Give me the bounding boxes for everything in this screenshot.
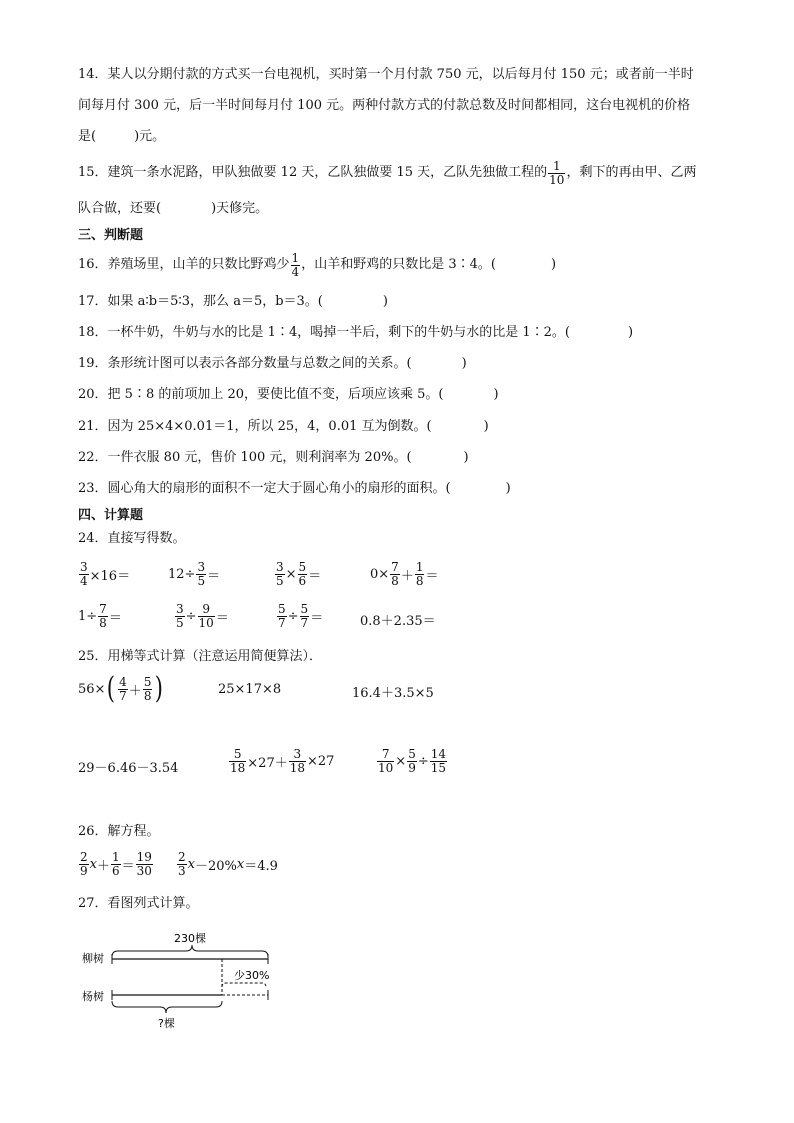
q24-expr-6: $\frac{3}{5}$ ÷ $\frac{9}{10}$ ＝	[176, 602, 229, 630]
paren-close: )	[505, 481, 511, 496]
q24-expr-2: 12÷ $\frac{3}{5}$ ＝	[168, 560, 221, 588]
q24-expr-8: 0.8＋2.35＝	[360, 614, 436, 629]
paren-close: )	[627, 325, 634, 340]
q27-title: 27．看图列式计算。	[78, 896, 199, 911]
paren-close: )	[463, 450, 469, 465]
paren-close: )	[550, 257, 557, 272]
judge-item-21	[78, 418, 489, 436]
label-row2: 杨树	[82, 990, 104, 1003]
judge-text: 23．圆心角大的扇形的面积不一定大于圆心角小的扇形的面积。(	[78, 481, 451, 496]
q15-text: 15．建筑一条水泥路，甲队独做要 12 天，乙队独做要 15 天，乙队先独做工程的	[78, 165, 548, 180]
bottom-brace	[112, 1001, 222, 1013]
judge-item-17	[78, 293, 388, 311]
label-total: 230棵	[174, 932, 206, 945]
q14-line1: 14．某人以分期付款的方式买一台电视机，买时第一个月付款 750 元，以后每月付 150 元；或者前一半时	[78, 67, 694, 82]
label-unknown: ?棵	[158, 1017, 175, 1030]
q14-line3	[78, 128, 165, 146]
q26-title: 26．解方程。	[78, 824, 160, 839]
judge-text: 20．把 5∶8 的前项加上 20，要使比值不变，后项应该乘 5。(	[78, 387, 444, 402]
q14-text: 是(	[78, 129, 97, 144]
fraction: $\frac{1}{10}$	[549, 158, 565, 187]
judge-item-20	[78, 386, 499, 404]
q25-expr-5: $\frac{5}{18}$ ×27＋ $\frac{3}{18}$ ×27	[230, 747, 335, 775]
section-title-judge: 三、判断题	[78, 228, 144, 243]
judge-text: 17．如果 a∶b＝5∶3，那么 a＝5，b＝3。(	[78, 294, 323, 309]
q25-expr-1: 56× ( $\frac{4}{7}$ ＋ $\frac{5}{8}$ )	[78, 671, 164, 706]
section-title-calc: 四、计算题	[78, 508, 144, 523]
q24-expr-7: $\frac{5}{7}$ ÷ $\frac{5}{7}$ ＝	[278, 602, 324, 630]
q25-expr-2: 25×17×8	[218, 682, 282, 697]
q25-expr-6: $\frac{7}{10}$ × $\frac{5}{9}$ ÷ $\frac{14}{15}$	[378, 747, 447, 775]
q25-expr-3: 16.4＋3.5×5	[352, 686, 434, 701]
q24-expr-3: $\frac{3}{5}$ × $\frac{5}{6}$ ＝	[276, 560, 322, 588]
label-row1: 柳树	[82, 952, 104, 965]
judge-item-22	[78, 449, 469, 467]
top-brace	[112, 945, 268, 957]
fraction: $\frac{1}{4}$	[291, 250, 300, 279]
judge-text: 18．一杯牛奶，牛奶与水的比是 1∶4，喝掉一半后，剩下的牛奶与水的比是 1∶2。(	[78, 325, 570, 340]
q25-expr-4: 29－6.46－3.54	[78, 761, 179, 776]
q16	[78, 250, 556, 280]
judge-text: 21．因为 25×4×0.01＝1，所以 25，4，0.01 互为倒数。(	[78, 419, 432, 434]
q15-text-2: ，剩下的再由甲、乙两	[566, 165, 697, 180]
paren-close: )	[382, 294, 388, 309]
q27-diagram	[76, 925, 286, 1040]
q16-text-2: ，山羊和野鸡的只数比是 3∶4。(	[301, 257, 496, 272]
judge-item-23	[78, 480, 511, 498]
q24-expr-5: 1÷ $\frac{7}{8}$ ＝	[78, 602, 122, 630]
judge-text: 19．条形统计图可以表示各部分数量与总数之间的关系。(	[78, 356, 412, 371]
q15-line1	[78, 158, 696, 188]
q16-text: 16．养殖场里，山羊的只数比野鸡少	[78, 257, 290, 272]
judge-item-18	[78, 324, 633, 342]
q15-text-4: )天修完。	[211, 201, 269, 216]
less-brace	[222, 983, 266, 987]
paren-close: )	[483, 419, 489, 434]
judge-text: 22．一件衣服 80 元，售价 100 元，则利润率为 20%。(	[78, 450, 412, 465]
q15-line2	[78, 200, 268, 218]
label-less: 少30%	[234, 969, 270, 982]
q24-expr-4: 0× $\frac{7}{8}$ ＋ $\frac{1}{8}$ ＝	[370, 560, 439, 588]
q25-title: 25．用梯等式计算（注意运用简便算法）．	[78, 649, 323, 664]
q26-eq-1: $\frac{2}{9}$ x ＋ $\frac{1}{6}$ ＝ $\frac{19}{30}$	[80, 850, 152, 878]
q14-line2: 间每月付 300 元，后一半时间每月付 100 元。两种付款方式的付款总数及时间都相同，这台电视机的价格	[78, 98, 691, 113]
q26-eq-2: $\frac{2}{3}$ x －20% x ＝4.9	[178, 850, 278, 878]
judge-item-19	[78, 355, 467, 373]
q24-expr-1: $\frac{3}{4}$ ×16＝	[80, 560, 131, 588]
q15-text-3: 队合做，还要(	[78, 201, 162, 216]
paren-close: )	[461, 356, 467, 371]
q24-title: 24．直接写得数。	[78, 531, 186, 546]
paren-close: )	[493, 387, 499, 402]
q14-text-end: )元。	[134, 129, 166, 144]
